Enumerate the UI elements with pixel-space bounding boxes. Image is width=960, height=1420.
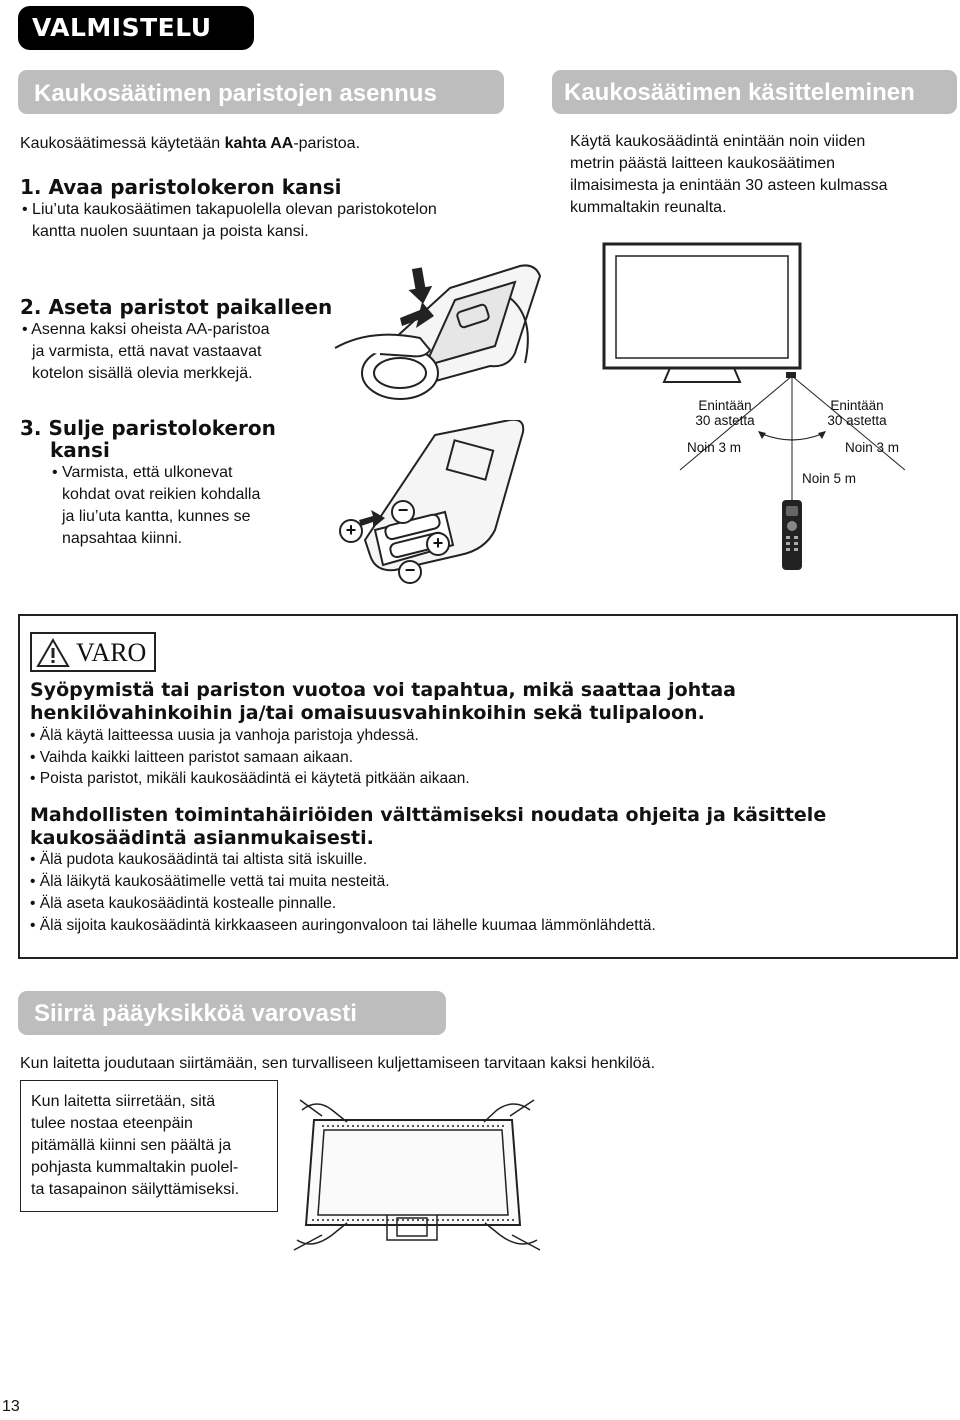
step3-text-3: ja liu’uta kantta, kunnes se [62, 508, 251, 525]
move-note-line: Kun laitetta siirretään, sitä [31, 1093, 216, 1110]
remote-control-icon [782, 500, 802, 570]
right-distance-label: Noin 3 m [844, 440, 900, 455]
tv-carrying-illustration [292, 1090, 542, 1260]
step2-text-3: kotelon sisällä olevia merkkejä. [32, 365, 253, 382]
battery-intro: Kaukosäätimessä käytetään kahta AA-paristoa. [20, 135, 361, 152]
step3-text-2: kohdat ovat reikien kohdalla [62, 486, 261, 503]
move-note-line: tulee nostaa eteenpäin [31, 1115, 193, 1132]
move-note-line: pitämällä kiinni sen päältä ja [31, 1137, 232, 1154]
handling-text-2: metrin päästä laitteen kaukosäätimen [570, 155, 836, 172]
section-tab-title: VALMISTELU [18, 6, 254, 50]
step3-text-1: • Varmista, että ulkonevat [52, 464, 233, 481]
step1-text-2: kantta nuolen suuntaan ja poista kansi. [32, 223, 309, 240]
caution-bullet: • Älä pudota kaukosäädintä tai altista sitä iskuille. [30, 851, 368, 868]
minus-icon: − [391, 500, 415, 524]
caution-heading-2-line2: kaukosäädintä asianmukaisesti. [30, 827, 374, 849]
step3-title-1: 3. Sulje paristolokeron [20, 416, 276, 440]
remote-open-cover-illustration [330, 258, 560, 418]
handling-text-4: kummaltakin reunalta. [570, 199, 727, 216]
right-angle-label-2: 30 astetta [827, 413, 887, 428]
caution-bullet: • Älä aseta kaukosäädintä kostealle pinnalle. [30, 895, 337, 912]
handling-text-1: Käytä kaukosäädintä enintään noin viiden [570, 133, 866, 150]
move-note-box [20, 1080, 278, 1212]
left-angle-label-2: 30 astetta [695, 413, 755, 428]
plus-icon: + [339, 519, 363, 543]
handling-text-3: ilmaisimesta ja enintään 30 asteen kulmassa [570, 177, 888, 194]
caution-bullet: • Älä läikytä kaukosäätimelle vettä tai muita nesteitä. [30, 873, 390, 890]
move-note-line: pohjasta kummaltakin puolel- [31, 1159, 239, 1176]
caution-heading-1-line2: henkilövahinkoihin ja/tai omaisuusvahinkoihin sekä tulipaloon. [30, 702, 705, 724]
step1-title: 1. Avaa paristolokeron kansi [20, 175, 342, 199]
caution-heading-2-line1: Mahdollisten toimintahäiriöiden välttämiseksi noudata ohjeita ja käsittele [30, 804, 827, 826]
left-distance-label: Noin 3 m [686, 440, 742, 455]
step2-text-2: ja varmista, että navat vastaavat [32, 343, 262, 360]
step3-text-4: napsahtaa kiinni. [62, 530, 183, 547]
minus-icon: − [398, 560, 422, 584]
caution-bullet: • Älä sijoita kaukosäädintä kirkkaaseen auringonvaloon tai lähelle kuumaa lämmönlähdettä. [30, 917, 656, 934]
warning-triangle-icon [36, 638, 70, 668]
move-section-heading: Siirrä pääyksikköä varovasti [18, 991, 446, 1035]
caution-label-box [30, 632, 156, 672]
page-number: 13 [2, 1398, 20, 1415]
move-intro: Kun laitetta joudutaan siirtämään, sen turvalliseen kuljettamiseen tarvitaan kaksi henkilöä. [20, 1055, 656, 1072]
caution-heading-1-line1: Syöpymistä tai pariston vuotoa voi tapahtua, mikä saattaa johtaa [30, 679, 736, 701]
battery-section-heading: Kaukosäätimen paristojen asennus [18, 70, 504, 114]
handling-section-heading: Kaukosäätimen käsitteleminen [552, 70, 957, 114]
caution-bullet: • Vaihda kaikki laitteen paristot samaan aikaan. [30, 749, 354, 766]
right-angle-label-1: Enintään [830, 398, 884, 413]
remote-range-diagram [600, 242, 960, 582]
step2-text-1: • Asenna kaksi oheista AA-paristoa [22, 321, 270, 338]
battery-insert-illustration [335, 420, 555, 585]
step3-title-2: kansi [50, 438, 110, 462]
caution-label: VARO [76, 638, 147, 667]
step2-title: 2. Aseta paristot paikalleen [20, 295, 333, 319]
move-note-line: ta tasapainon säilyttämiseksi. [31, 1181, 240, 1198]
plus-icon: + [426, 532, 450, 556]
step1-text-1: • Liu’uta kaukosäätimen takapuolella olevan paristokotelon [22, 201, 437, 218]
left-angle-label-1: Enintään [698, 398, 752, 413]
caution-bullet: • Poista paristot, mikäli kaukosäädintä ei käytetä pitkään aikaan. [30, 770, 470, 787]
caution-bullet: • Älä käytä laitteessa uusia ja vanhoja paristoja yhdessä. [30, 727, 419, 744]
center-distance-label: Noin 5 m [801, 471, 857, 486]
